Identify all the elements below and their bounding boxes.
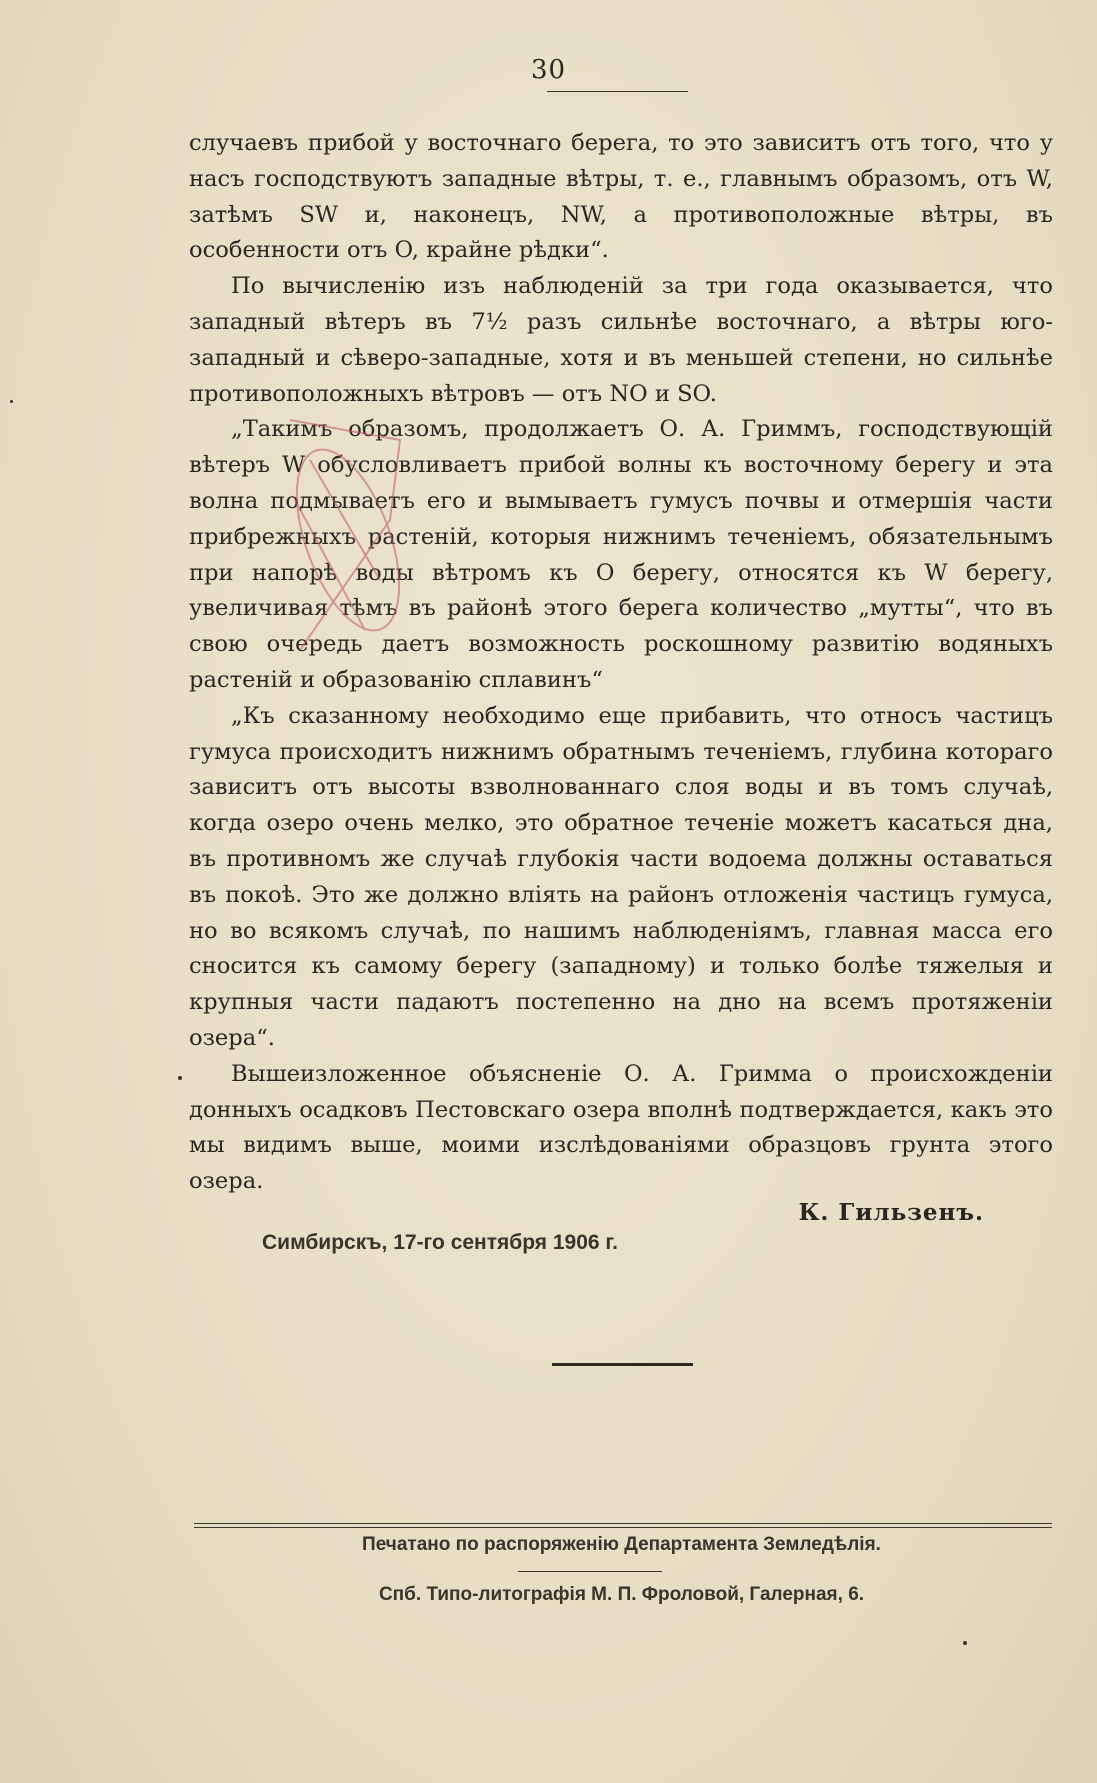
page-number-rule [547,91,688,92]
footer-printer-note: Спб. Типо-литографія М. П. Фроловой, Галерная, 6. [378,1584,865,1605]
print-speck [10,400,13,403]
footer-rule [194,1523,1052,1524]
end-rule [552,1363,693,1366]
footer-mid-rule [518,1571,662,1572]
paragraph-3: „Такимъ образомъ, продолжаетъ О. А. Гриммъ, господствующій вѣтеръ W обусловливаетъ прибой волны къ восточному берегу и эта волна подмываетъ его и вымываетъ гумусъ почвы и отмершія части прибрежныхъ растеній, которыя нижнимъ теченіемъ, обязательнымъ при напорѣ воды вѣтромъ къ O берегу, относятся къ W берегу, увеличивая тѣмъ въ районѣ этого берега количество „мутты“, что въ свою очередь даетъ возможность роскошному развитію водяныхъ растеній и образованію сплавинъ“ [189,416,1053,693]
paragraph-4: „Къ сказанному необходимо еще прибавить, что относъ частицъ гумуса происходитъ нижнимъ обратнымъ теченіемъ, глубина котораго зависитъ отъ высоты взволнованнаго слоя воды и въ томъ случаѣ, когда озеро очень мелко, это обратное теченіе можетъ касаться дна, въ противномъ же случаѣ глубокія части водоема должны оставаться въ покоѣ. Это же должно вліять на районъ отложенія частицъ гумуса, но во всякомъ случаѣ, по нашимъ наблюденіямъ, главная масса его сносится къ самому берегу (западному) и только болѣе тяжелыя и крупныя части падаютъ постепенно на дно на всемъ протяженіи озера“. [189,702,1053,1051]
author-signature: К. Гильзенъ. [798,1199,984,1226]
footer-rule-second [194,1527,1052,1528]
paragraph-1: случаевъ прибой у восточнаго берега, то это зависитъ отъ того, что у насъ господствуютъ западные вѣтры, т. е., главнымъ образомъ, отъ W, затѣмъ SW и, наконецъ, NW, а противоположные вѣтры, въ особенности отъ O, крайне рѣдки“. [189,130,1053,264]
print-speck [963,1641,967,1645]
page-number: 30 [530,55,567,85]
place-date: Симбирскъ, 17-го сентября 1906 г. [262,1231,618,1254]
print-speck [178,1076,182,1080]
paragraph-2: По вычисленію изъ наблюденій за три года оказывается, что западный вѣтеръ въ 7½ разъ сильнѣе восточнаго, а вѣтры юго-западный и сѣверо-западные, хотя и въ меньшей степени, но сильнѣе противоположныхъ вѣтровъ — отъ NO и SO. [189,273,1053,407]
paragraph-5: Вышеизложенное объясненіе О. А. Гримма о происхожденіи донныхъ осадковъ Пестовскаго озера вполнѣ подтверждается, какъ это мы видимъ выше, моими изслѣдованіями образцовъ грунта этого озера. [189,1060,1053,1195]
body-text [189,126,1053,1200]
footer-publisher-note: Печатано по распоряженію Департамента Земледѣлія. [362,1534,881,1555]
